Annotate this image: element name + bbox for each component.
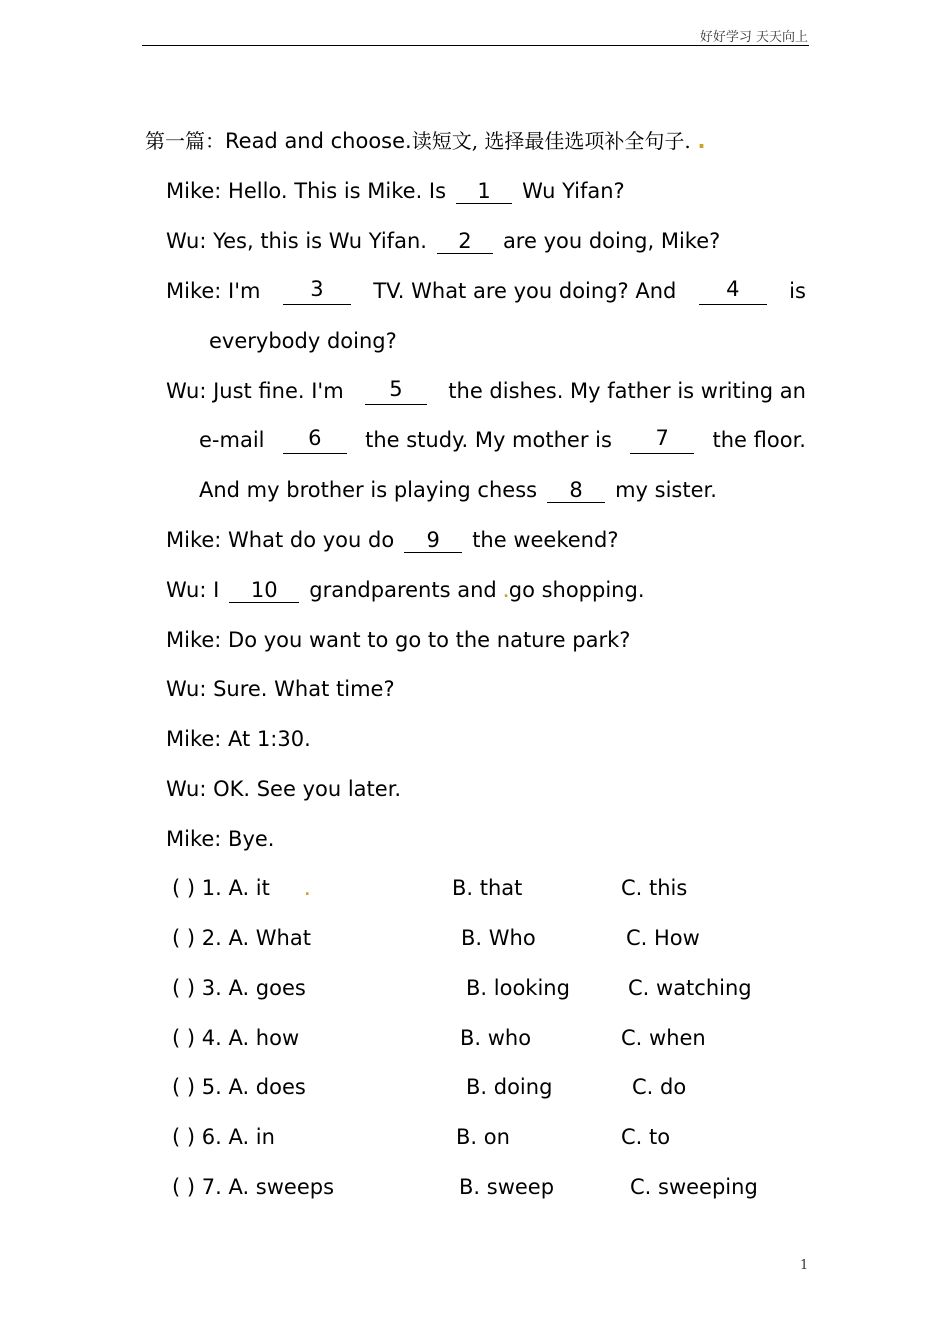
stray-mark: . [304,883,310,899]
line-text: my sister. [615,478,717,502]
option-2b[interactable]: B. Who [461,926,536,950]
blank-2[interactable]: 2 [437,229,493,254]
line-text: e-mail [199,428,265,452]
line-text: the floor. [712,428,806,452]
question-6: ( ) 6. A. in [172,1125,275,1149]
blank-6[interactable]: 6 [283,426,347,454]
option-5b[interactable]: B. doing [466,1075,553,1099]
line-text: Mike: What do you do [166,528,395,552]
blank-5[interactable]: 5 [365,377,427,405]
question-7: ( ) 7. A. sweeps [172,1175,335,1199]
line-text: is [789,279,806,303]
title-prefix: 第一篇： [145,129,225,153]
option-7c[interactable]: C. sweeping [630,1175,758,1199]
blank-7[interactable]: 7 [630,426,694,454]
dialogue-line-4 [209,327,397,355]
blank-10[interactable]: 10 [229,578,299,603]
dialogue-line-6 [199,426,806,454]
option-6b[interactable]: B. on [456,1125,510,1149]
line-text: everybody doing? [209,329,397,353]
option-4c[interactable]: C. when [621,1026,706,1050]
option-2c[interactable]: C. How [626,926,700,950]
line-text: Wu Yifan? [522,179,625,203]
dialogue-line-5 [166,377,806,405]
dialogue-line-11: Wu: Sure. What time? [166,677,395,701]
line-text: Wu: I [166,578,220,602]
line-text: the study. My mother is [365,428,612,452]
stray-mark: . [503,585,509,601]
dialogue-line-3 [166,277,806,305]
question-3: ( ) 3. A. goes [172,976,306,1000]
question-4: ( ) 4. A. how [172,1026,300,1050]
line-text: Wu: Yes, this is Wu Yifan. [166,229,427,253]
dialogue-line-9 [166,576,645,607]
option-6c[interactable]: C. to [621,1125,671,1149]
question-stem: ( ) 1. A. it [172,876,270,900]
dialogue-line-8 [166,526,618,554]
question-5: ( ) 5. A. does [172,1075,306,1099]
blank-4[interactable]: 4 [699,277,767,305]
page-number: 1 [800,1258,809,1273]
option-4b[interactable]: B. who [460,1026,532,1050]
dialogue-line-13: Wu: OK. See you later. [166,777,402,801]
line-text: Wu: Just fine. I'm [166,379,344,403]
page-header-motto: 好好学习 天天向上 [699,30,808,45]
title-mark: . [697,129,706,153]
option-3b[interactable]: B. looking [466,976,570,1000]
dialogue-line-1 [166,177,625,205]
blank-9[interactable]: 9 [404,528,462,553]
line-text: Mike: I'm [166,279,261,303]
option-5c[interactable]: C. do [632,1075,687,1099]
line-text: grandparents and [309,578,497,602]
line-text: the weekend? [472,528,619,552]
dialogue-line-10: Mike: Do you want to go to the nature park? [166,628,631,652]
option-3c[interactable]: C. watching [628,976,752,1000]
dialogue-line-12: Mike: At 1:30. [166,727,311,751]
option-1b[interactable]: B. that [452,876,523,900]
option-1c[interactable]: C. this [621,876,688,900]
blank-8[interactable]: 8 [547,478,605,503]
line-text: are you doing, Mike? [502,229,721,253]
header-divider [142,45,809,46]
dialogue-line-14: Mike: Bye. [166,827,275,851]
line-text: TV. What are you doing? And [373,279,677,303]
dialogue-line-2 [166,227,720,255]
title-chinese: 读短文, 选择最佳选项补全句子. [411,129,691,153]
question-1 [172,874,310,905]
line-text: And my brother is playing chess [199,478,538,502]
question-2: ( ) 2. A. What [172,926,311,950]
line-text: Mike: Hello. This is Mike. Is [166,179,447,203]
line-text: go shopping. [508,578,645,602]
blank-3[interactable]: 3 [283,277,351,305]
blank-1[interactable]: 1 [456,179,512,204]
line-text: the dishes. My father is writing an [448,379,806,403]
option-7b[interactable]: B. sweep [459,1175,555,1199]
dialogue-line-7 [199,476,717,504]
section-title [145,127,705,155]
title-english: Read and choose. [225,129,412,153]
